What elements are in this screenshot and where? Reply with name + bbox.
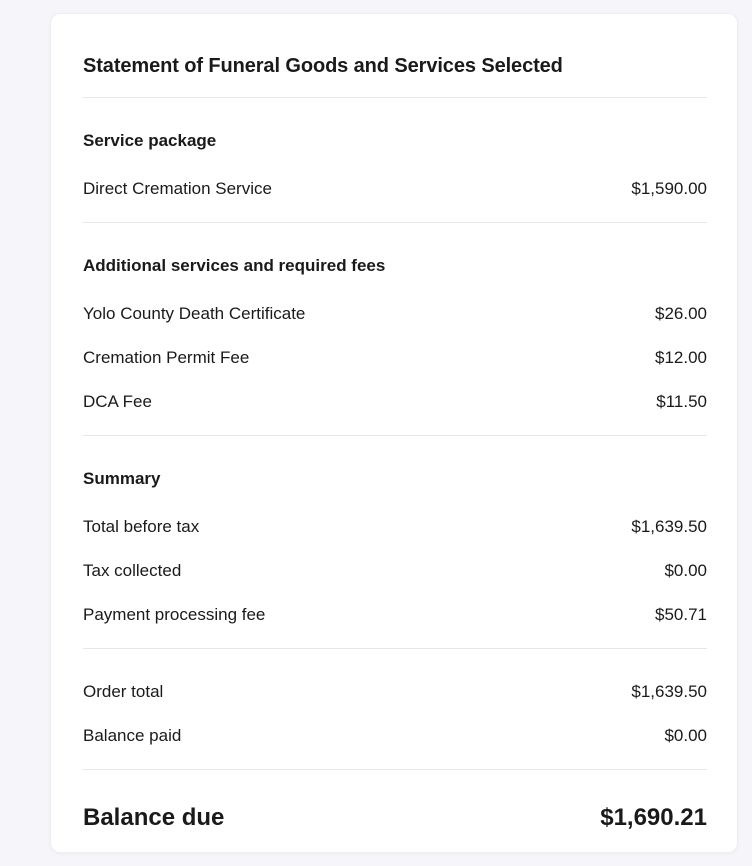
balance-due-row xyxy=(83,803,707,833)
divider-before-totals xyxy=(83,648,707,649)
line-item-row xyxy=(83,560,707,582)
line-item-row xyxy=(83,178,707,200)
statement-title: Statement of Funeral Goods and Services Selected xyxy=(83,55,563,77)
line-item-amount: $1,639.50 xyxy=(631,517,707,536)
statement-card xyxy=(50,13,738,853)
line-item-row xyxy=(83,391,707,413)
order-total-amount: $1,639.50 xyxy=(631,682,707,701)
line-item-label: Tax collected xyxy=(83,561,182,580)
line-item-label: Yolo County Death Certificate xyxy=(83,304,306,323)
balance-due-amount: $1,690.21 xyxy=(600,804,707,831)
section-totals xyxy=(83,681,707,747)
line-item-label: Total before tax xyxy=(83,517,200,536)
line-item-label: Payment processing fee xyxy=(83,605,266,624)
line-item-label: Cremation Permit Fee xyxy=(83,348,250,367)
section-heading-service-package: Service package xyxy=(83,131,217,150)
order-total-label: Order total xyxy=(83,682,164,701)
section-heading-additional-services: Additional services and required fees xyxy=(83,256,386,275)
divider-after-additional-services xyxy=(83,435,707,436)
balance-paid-amount: $0.00 xyxy=(664,726,707,745)
divider-before-balance-due xyxy=(83,769,707,770)
section-heading-summary: Summary xyxy=(83,469,161,488)
line-item-amount: $11.50 xyxy=(656,392,707,411)
line-item-row xyxy=(83,604,707,626)
line-item-amount: $12.00 xyxy=(655,348,707,367)
line-item-amount: $26.00 xyxy=(655,304,707,323)
divider-under-title xyxy=(83,97,707,98)
balance-paid-label: Balance paid xyxy=(83,726,182,745)
line-item-amount: $0.00 xyxy=(664,561,707,580)
divider-after-service-package xyxy=(83,222,707,223)
balance-paid-row xyxy=(83,725,707,747)
order-total-row xyxy=(83,681,707,703)
line-item-row xyxy=(83,347,707,369)
line-item-label: Direct Cremation Service xyxy=(83,179,272,198)
section-service-package xyxy=(83,130,707,200)
balance-due-label: Balance due xyxy=(83,804,225,831)
section-summary xyxy=(83,468,707,626)
line-item-row xyxy=(83,516,707,538)
line-item-row xyxy=(83,303,707,325)
line-item-label: DCA Fee xyxy=(83,392,152,411)
section-additional-services xyxy=(83,255,707,413)
line-item-amount: $1,590.00 xyxy=(631,179,707,198)
line-item-amount: $50.71 xyxy=(655,605,707,624)
